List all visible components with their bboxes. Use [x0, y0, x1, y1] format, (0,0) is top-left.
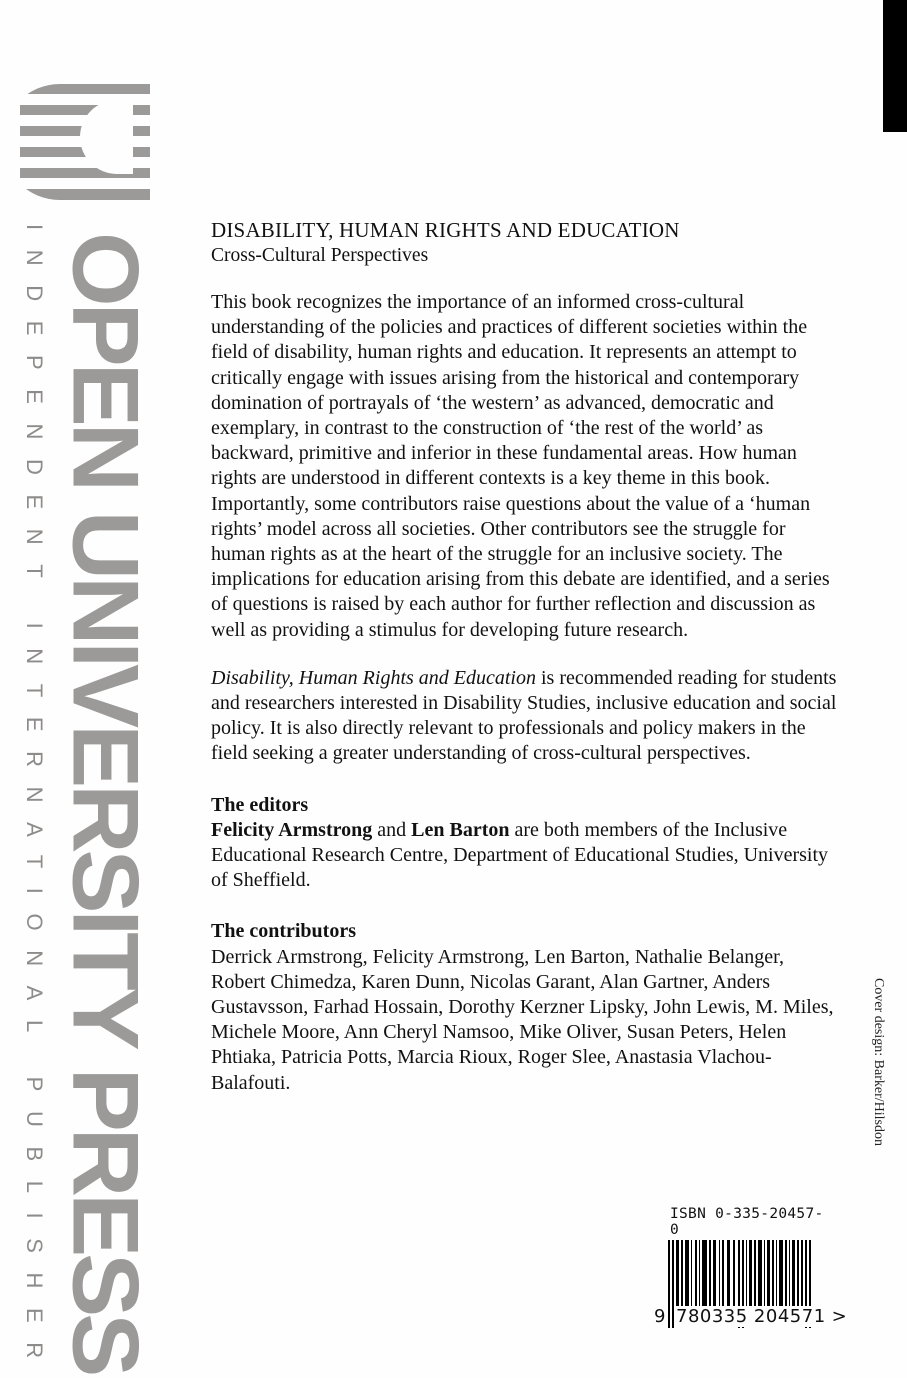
description-paragraph-2 — [211, 666, 841, 767]
editors-affiliation: are both members of the Inclusive Educational Research Centre, Department of Educational Studies, University of Sheffield. — [211, 818, 829, 892]
cover-design-credit: Cover design: Barker/Hilsdon — [871, 978, 886, 1146]
barcode-number: 780335 204571 — [676, 1306, 826, 1327]
book-title-italic: Disability, Human Rights and Education — [211, 666, 536, 689]
back-cover-content — [211, 218, 841, 1096]
barcode-arrow-icon: > — [831, 1306, 847, 1327]
book-subtitle: Cross-Cultural Perspectives — [211, 245, 429, 266]
barcode-lead-digit: 9 — [654, 1306, 666, 1327]
editors-joiner: and — [372, 818, 412, 841]
open-university-press-logo-icon — [20, 84, 150, 200]
publisher-name: OPEN UNIVERSITY PRESS — [52, 232, 158, 1374]
book-title: DISABILITY, HUMAN RIGHTS AND EDUCATION — [211, 218, 680, 242]
editors-heading: The editors — [211, 793, 309, 816]
editors-text — [211, 818, 841, 894]
contributors-heading: The contributors — [211, 920, 356, 943]
contributors-list: Derrick Armstrong, Felicity Armstrong, Len Barton, Nathalie Belanger, Robert Chimedza, Karen Dunn, Nicolas Garant, Alan Gartner, Anders Gustavsson, Farhad Hossain, Dorothy Kerzner Lipsky, John Lewis, M. Miles, Michele Moore, Ann Cheryl Namsoo, Mike Oliver, Susan Peters, Helen Phtiaka, Patricia Potts, Marcia Rioux, Roger Slee, Anastasia Vlachou-Balafouti. — [211, 945, 834, 1094]
editor-name-2: Len Barton — [411, 818, 510, 841]
barcode — [654, 1240, 847, 1332]
description-paragraph-2-text: is recommended reading for students and researchers interested in Disability Studies, inclusive education and social policy. It is also directly relevant to professionals and policy makers in the field seeking a greater understanding of cross-cultural perspectives. — [211, 666, 837, 765]
publisher-tagline: INDEPENDENT INTERNATIONAL PUBLISHER — [22, 224, 47, 1378]
editor-name-1: Felicity Armstrong — [211, 818, 373, 841]
spine-tab-marker — [883, 0, 907, 132]
isbn-barcode-block — [654, 1206, 847, 1332]
description-paragraph-1: This book recognizes the importance of an informed cross-cultural understanding of the policies and practices of different societies within the field of disability, human rights and education. It represents an attempt to critically engage with issues arising from the historical and contemporary domination of portrayals of ‘the western’ as advanced, democratic and exemplary, in contrast to the construction of ‘the rest of the world’ as backward, primitive and inferior in these fundamental areas. How human rights are understood in different contexts is a key theme in this book. Importantly, some contributors raise questions about the value of a ‘human rights’ model across all societies. Other contributors see the struggle for human rights as at the heart of the struggle for an inclusive society. The implications for education arising from this debate are identified, and a series of questions is raised by each author for further reflection and discussion as well as providing a stimulus for developing future research. — [211, 291, 830, 641]
barcode-digits — [654, 1306, 847, 1327]
isbn-label: ISBN 0-335-20457-0 — [670, 1206, 824, 1238]
